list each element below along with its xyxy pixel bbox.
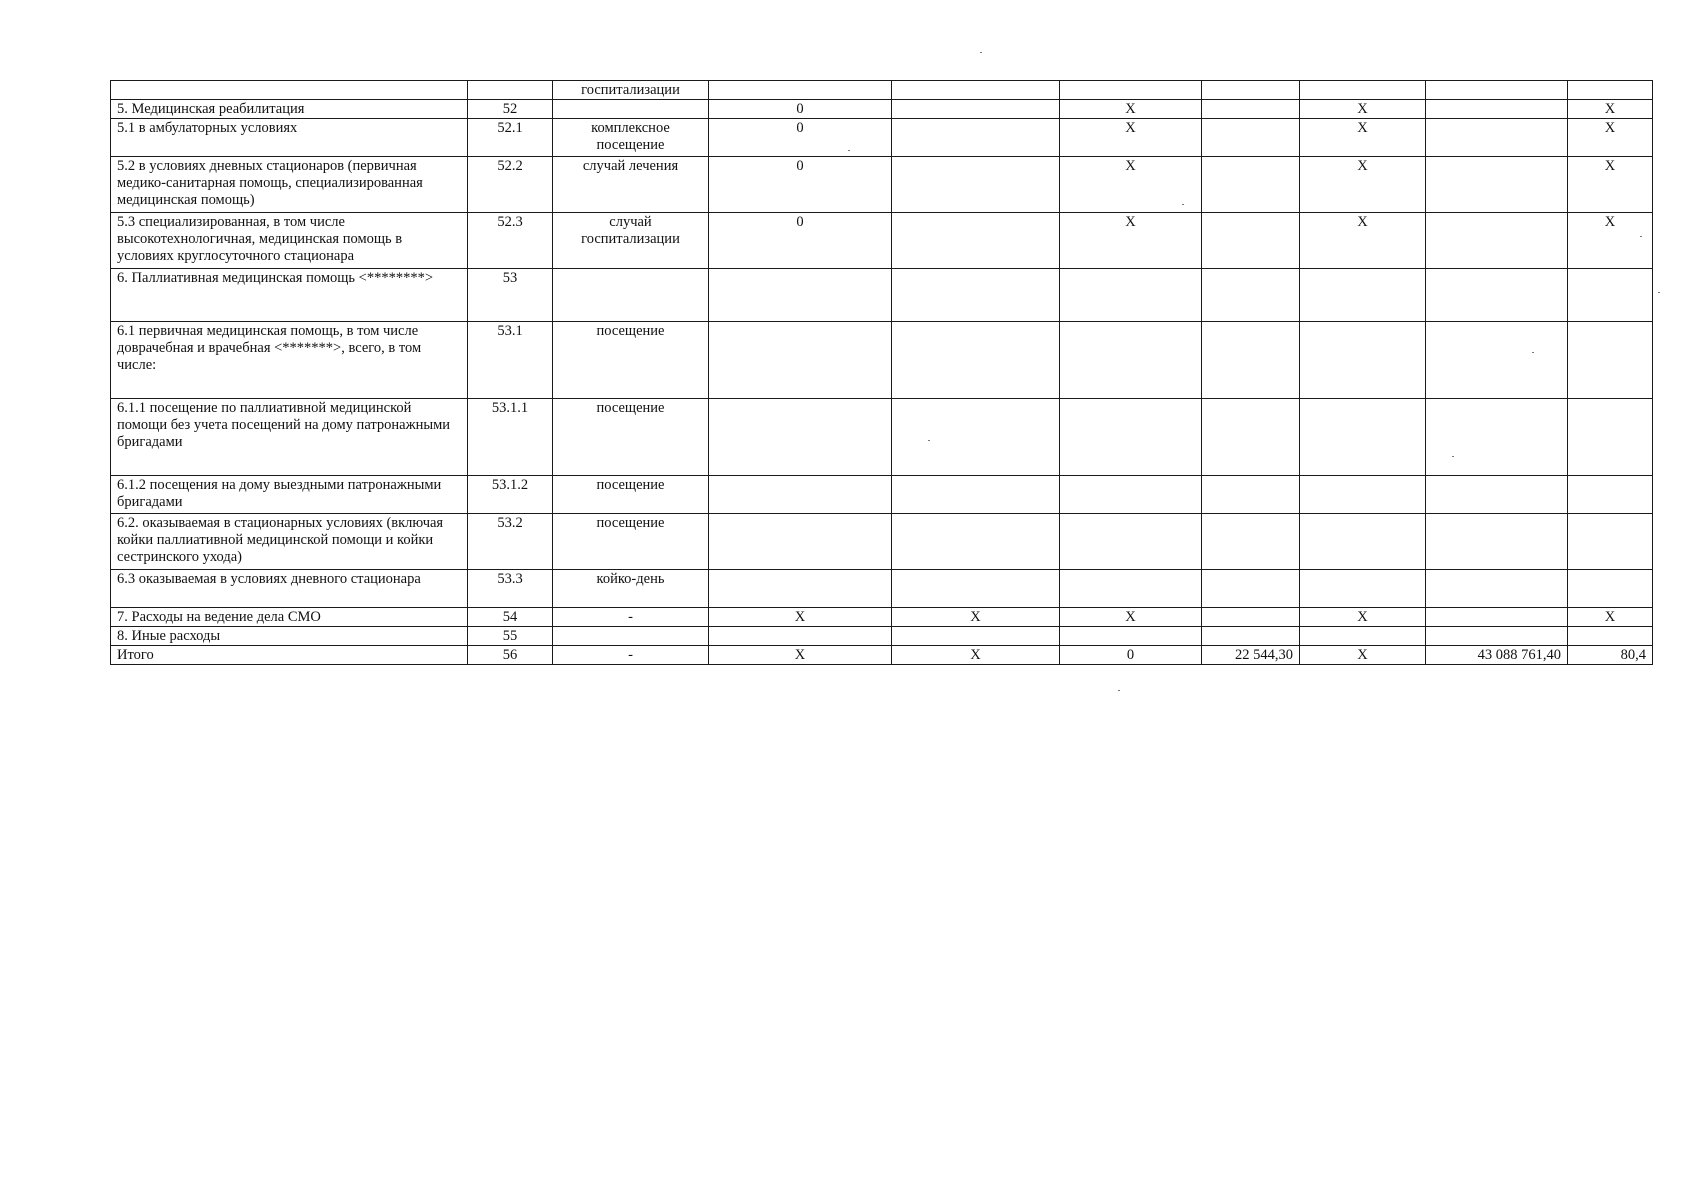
row-name: 5. Медицинская реабилитация <box>111 100 468 119</box>
row-code: 52.1 <box>468 119 553 157</box>
row-col-8 <box>1300 476 1426 514</box>
row-col-9 <box>1426 570 1568 608</box>
row-col-8 <box>1300 269 1426 322</box>
scan-speck <box>1658 292 1660 293</box>
row-code: 52.3 <box>468 213 553 269</box>
row-col-6: X <box>1060 119 1202 157</box>
table-row <box>111 322 1653 399</box>
row-col-5 <box>892 627 1060 646</box>
row-col-7 <box>1202 213 1300 269</box>
document-page <box>110 80 1652 665</box>
row-col-9 <box>1426 627 1568 646</box>
row-code: 53.2 <box>468 514 553 570</box>
table-row <box>111 81 1653 100</box>
row-col-5 <box>892 514 1060 570</box>
row-col-10: X <box>1568 213 1653 269</box>
row-name: Итого <box>111 646 468 665</box>
row-col-10: 80,4 <box>1568 646 1653 665</box>
row-unit: посещение <box>553 514 709 570</box>
row-col-10 <box>1568 81 1653 100</box>
row-unit: - <box>553 608 709 627</box>
row-col-6 <box>1060 570 1202 608</box>
row-col-7 <box>1202 627 1300 646</box>
row-unit <box>553 269 709 322</box>
table-row <box>111 514 1653 570</box>
row-col-5 <box>892 81 1060 100</box>
row-col-4: X <box>709 646 892 665</box>
row-name: 6.1.1 посещение по паллиативной медицинской помощи без учета посещений на дому патронажными бригадами <box>111 399 468 476</box>
row-col-4: 0 <box>709 100 892 119</box>
row-name: 5.2 в условиях дневных стационаров (первичная медико-санитарная помощь, специализированная медицинская помощь) <box>111 157 468 213</box>
row-col-7 <box>1202 570 1300 608</box>
row-col-4 <box>709 476 892 514</box>
row-name <box>111 81 468 100</box>
row-col-5 <box>892 322 1060 399</box>
row-col-4 <box>709 399 892 476</box>
table-row <box>111 608 1653 627</box>
row-unit: посещение <box>553 476 709 514</box>
table-row-total <box>111 646 1653 665</box>
row-col-4: 0 <box>709 157 892 213</box>
row-col-5 <box>892 476 1060 514</box>
row-code: 55 <box>468 627 553 646</box>
row-col-9: 43 088 761,40 <box>1426 646 1568 665</box>
row-col-4 <box>709 81 892 100</box>
table-row <box>111 157 1653 213</box>
row-code: 52 <box>468 100 553 119</box>
row-col-9 <box>1426 213 1568 269</box>
row-col-4 <box>709 570 892 608</box>
row-col-10: X <box>1568 100 1653 119</box>
row-col-8: X <box>1300 213 1426 269</box>
row-col-6 <box>1060 399 1202 476</box>
row-col-9 <box>1426 476 1568 514</box>
table-row <box>111 100 1653 119</box>
table-row <box>111 399 1653 476</box>
row-col-8 <box>1300 322 1426 399</box>
row-col-5 <box>892 100 1060 119</box>
row-code: 56 <box>468 646 553 665</box>
row-col-9 <box>1426 81 1568 100</box>
row-col-5: X <box>892 608 1060 627</box>
row-col-9 <box>1426 608 1568 627</box>
row-col-10 <box>1568 322 1653 399</box>
row-name: 5.3 специализированная, в том числе высокотехнологичная, медицинская помощь в условиях круглосуточного стационара <box>111 213 468 269</box>
row-col-6 <box>1060 476 1202 514</box>
row-col-10: X <box>1568 119 1653 157</box>
row-name: 6.3 оказываемая в условиях дневного стационара <box>111 570 468 608</box>
row-col-9 <box>1426 269 1568 322</box>
row-unit: посещение <box>553 322 709 399</box>
row-col-10 <box>1568 399 1653 476</box>
row-col-5 <box>892 119 1060 157</box>
scan-speck <box>928 440 930 441</box>
row-col-9 <box>1426 322 1568 399</box>
row-name: 6. Паллиативная медицинская помощь <********> <box>111 269 468 322</box>
row-col-7 <box>1202 119 1300 157</box>
row-code: 53.1.2 <box>468 476 553 514</box>
scan-speck <box>980 52 982 53</box>
row-col-8 <box>1300 627 1426 646</box>
row-col-8 <box>1300 81 1426 100</box>
row-col-7 <box>1202 322 1300 399</box>
row-col-6: X <box>1060 100 1202 119</box>
row-col-5: X <box>892 646 1060 665</box>
row-code: 53.1.1 <box>468 399 553 476</box>
row-col-5 <box>892 570 1060 608</box>
row-col-8: X <box>1300 157 1426 213</box>
row-col-9 <box>1426 100 1568 119</box>
table-row <box>111 119 1653 157</box>
table-row <box>111 570 1653 608</box>
scan-speck <box>1118 690 1120 691</box>
row-name: 6.2. оказываемая в стационарных условиях (включая койки паллиативной медицинской помощи и койки сестринского ухода) <box>111 514 468 570</box>
row-col-10 <box>1568 269 1653 322</box>
row-code: 52.2 <box>468 157 553 213</box>
row-unit: - <box>553 646 709 665</box>
row-code: 53.3 <box>468 570 553 608</box>
table-row <box>111 476 1653 514</box>
row-name: 6.1.2 посещения на дому выездными патронажными бригадами <box>111 476 468 514</box>
row-col-4: 0 <box>709 119 892 157</box>
row-unit: госпитализации <box>553 81 709 100</box>
row-unit <box>553 627 709 646</box>
row-unit <box>553 100 709 119</box>
row-name: 5.1 в амбулаторных условиях <box>111 119 468 157</box>
row-col-10 <box>1568 627 1653 646</box>
row-col-7 <box>1202 476 1300 514</box>
row-col-9 <box>1426 119 1568 157</box>
row-col-6 <box>1060 269 1202 322</box>
row-col-6: X <box>1060 157 1202 213</box>
row-col-7: 22 544,30 <box>1202 646 1300 665</box>
row-col-8 <box>1300 570 1426 608</box>
scan-speck <box>1640 236 1642 237</box>
row-col-6 <box>1060 627 1202 646</box>
row-col-10 <box>1568 514 1653 570</box>
row-col-5 <box>892 213 1060 269</box>
row-unit: койко-день <box>553 570 709 608</box>
row-col-9 <box>1426 157 1568 213</box>
row-col-10 <box>1568 570 1653 608</box>
financing-table <box>110 80 1653 665</box>
scan-speck <box>1532 352 1534 353</box>
row-col-8: X <box>1300 100 1426 119</box>
row-unit: комплексное посещение <box>553 119 709 157</box>
row-col-7 <box>1202 81 1300 100</box>
row-col-6: X <box>1060 213 1202 269</box>
row-col-7 <box>1202 157 1300 213</box>
row-col-7 <box>1202 514 1300 570</box>
row-col-8 <box>1300 399 1426 476</box>
row-col-6 <box>1060 81 1202 100</box>
row-col-8 <box>1300 514 1426 570</box>
row-col-9 <box>1426 399 1568 476</box>
row-col-5 <box>892 399 1060 476</box>
row-col-10 <box>1568 476 1653 514</box>
table-row <box>111 269 1653 322</box>
row-col-6 <box>1060 514 1202 570</box>
row-code: 54 <box>468 608 553 627</box>
row-col-6: 0 <box>1060 646 1202 665</box>
row-col-5 <box>892 269 1060 322</box>
table-row <box>111 627 1653 646</box>
row-col-10: X <box>1568 157 1653 213</box>
row-col-6: X <box>1060 608 1202 627</box>
row-unit: случай госпитализации <box>553 213 709 269</box>
scan-speck <box>848 150 850 151</box>
row-unit: случай лечения <box>553 157 709 213</box>
row-col-8: X <box>1300 119 1426 157</box>
row-unit: посещение <box>553 399 709 476</box>
row-code: 53.1 <box>468 322 553 399</box>
row-col-6 <box>1060 322 1202 399</box>
row-code <box>468 81 553 100</box>
scan-speck <box>1452 456 1454 457</box>
row-name: 7. Расходы на ведение дела СМО <box>111 608 468 627</box>
row-col-10: X <box>1568 608 1653 627</box>
row-name: 6.1 первичная медицинская помощь, в том числе доврачебная и врачебная <*******>, всего, в том числе: <box>111 322 468 399</box>
row-col-4 <box>709 514 892 570</box>
scan-speck <box>1182 204 1184 205</box>
row-col-4 <box>709 269 892 322</box>
row-col-7 <box>1202 608 1300 627</box>
row-col-7 <box>1202 399 1300 476</box>
row-name: 8. Иные расходы <box>111 627 468 646</box>
row-col-4 <box>709 322 892 399</box>
row-col-8: X <box>1300 608 1426 627</box>
table-row <box>111 213 1653 269</box>
row-col-4 <box>709 627 892 646</box>
row-col-5 <box>892 157 1060 213</box>
row-col-9 <box>1426 514 1568 570</box>
row-col-7 <box>1202 100 1300 119</box>
row-col-8: X <box>1300 646 1426 665</box>
row-col-4: X <box>709 608 892 627</box>
row-code: 53 <box>468 269 553 322</box>
row-col-4: 0 <box>709 213 892 269</box>
row-col-7 <box>1202 269 1300 322</box>
